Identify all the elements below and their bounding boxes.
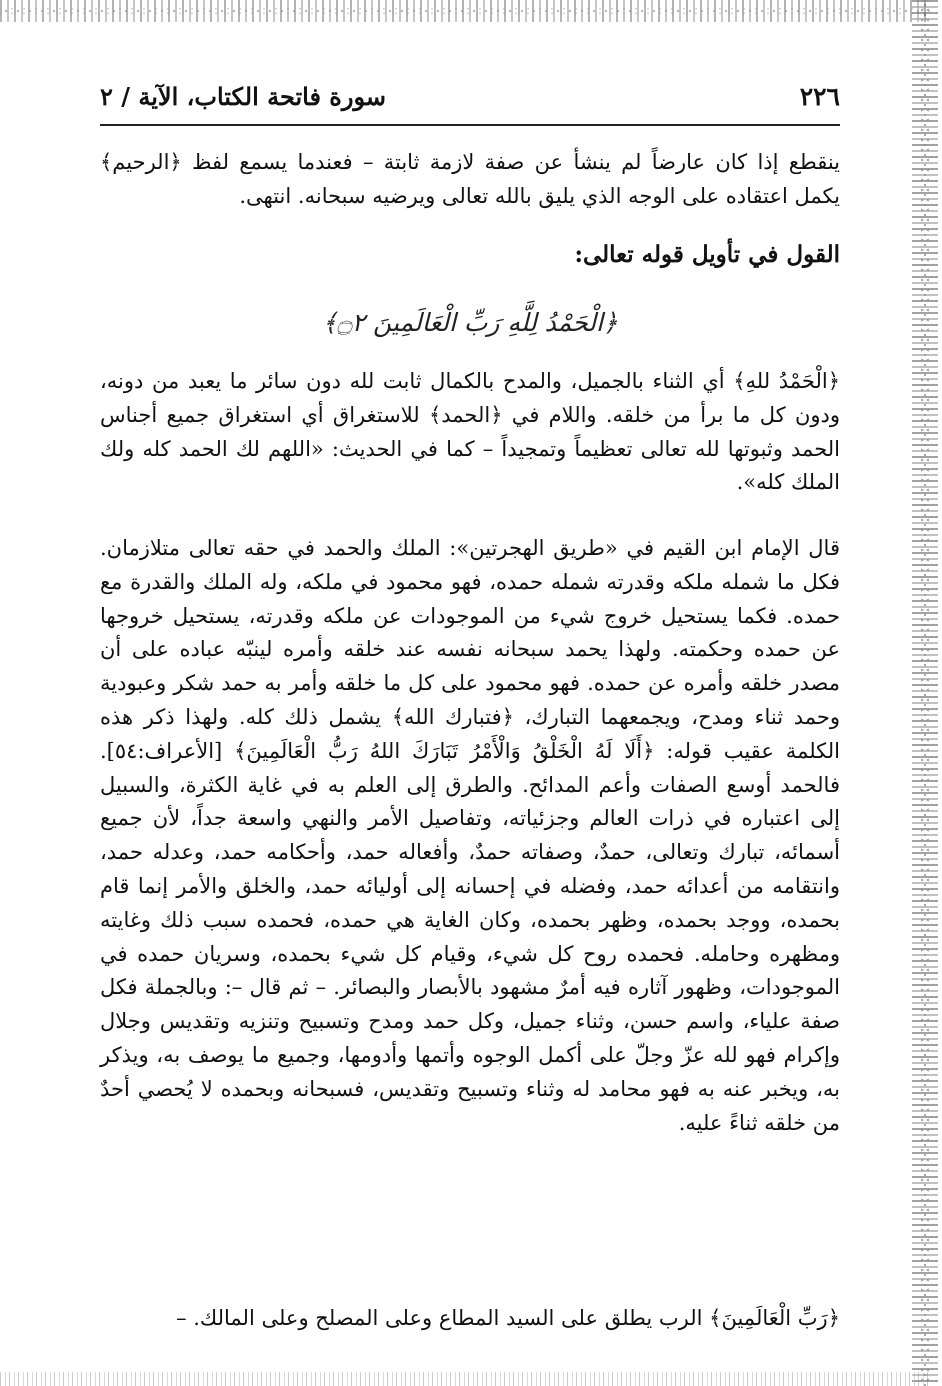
section-heading: القول في تأويل قوله تعالى: xyxy=(574,241,840,268)
paragraph-ibn-qayyim: قال الإمام ابن القيم في «طريق الهجرتين»: الملك والحمد في حقه تعالى متلازمان. فكل ما شمله ملكه وقدرته شمله حمده، فهو محمود في ملكه، وله الملك والقدرة مع حمده. فكما يستحيل خروج شيء من الموجودات عن ملكه وقدرته، يستحيل خروجها عن حمده وحكمته. ولهذا يحمد سبحانه نفسه عند خلقه وأمره لينبّه عباده على أن مصدر خلقه وأمره عن حمده. فهو محمود على كل ما خلقه وأمر به حمد شكر وعبودية وحمد ثناء ومدح، ويجمعهما التبارك، ﴿فتبارك الله﴾ يشمل ذلك كله. ولهذا ذكر هذه الكلمة عقيب قوله: ﴿أَلَا لَهُ الْخَلْقُ وَالْأَمْرُ تَبَارَكَ اللهُ رَبُّ الْعَالَمِينَ﴾ [الأعراف:٥٤]. فالحمد أوسع الصفات وأعم المدائح. والطرق إلى العلم به في غاية الكثرة، والسبيل إلى اعتباره في ذرات العالم وجزئياته، وتفاصيل الأمر والنهي واسعة جداً، لأن جميع أسمائه، تبارك وتعالى، حمدٌ، وصفاته حمدٌ، وأفعاله حمد، وأحكامه حمد، وعدله حمد، وانتقامه من أعدائه حمد، وفضله في إحسانه إلى أوليائه حمد، والخلق والأمر إنما قام بحمده، ووجد بحمده، وظهر بحمده، وكان الغاية هي حمده، فحمده سبب ذلك وغايته ومظهره وحامله. فحمده روح كل شيء، وقيام كل شيء بحمده، وسريان حمده في الموجودات، وظهور آثاره فيه أمرٌ مشهود بالأبصار والبصائر. – ثم قال –: وبالجملة فكل صفة علياء، واسم حسن، وثناء جميل، وكل حمد ومدح وتسبيح وتنزيه وتقديس وجلال وإكرام فهو لله عزّ وجلّ على أكمل الوجوه وأتمها وأدومها، وجميع ما يوصف به، ويذكر به، ويخبر عنه به فهو محامد له وثناء وتسبيح وتقديس، فسبحانه وبحمده لا يُحصي أحدٌ من خلقه ثناءً عليه. xyxy=(100,536,840,1135)
decorative-border-bottom xyxy=(0,1372,930,1386)
page-header xyxy=(100,78,840,122)
paragraph-alhamd: ﴿الْحَمْدُ للهِ﴾ أي الثناء بالجميل، والمدح بالكمال ثابت لله دون سائر ما يعبد من دونه، ودون كل ما برأ من خلقه. واللام في ﴿الحمد﴾ للاستغراق أي استغراق جميع أجناس الحمد وثبوتها لله تعالى تعظيماً وتمجيداً – كما في الحديث: «اللهم لك الحمد كله ولك الملك كله». xyxy=(100,369,840,495)
page-number: ٢٢٦ xyxy=(799,82,840,111)
header-rule xyxy=(100,124,840,126)
decorative-border-top xyxy=(0,0,930,22)
verse-heading: ﴿الْحَمْدُ لِلَّهِ رَبِّ الْعَالَمِينَ ۝٢﴾ xyxy=(322,308,618,337)
paragraph-rabb: ﴿رَبِّ الْعَالَمِينَ﴾ الرب يطلق على السيد المطاع وعلى المصلح وعلى المالك. – xyxy=(176,1306,840,1330)
decorative-border-right xyxy=(912,0,938,1386)
running-title: سورة فاتحة الكتاب، الآية / ٢ xyxy=(100,82,386,111)
paragraph-continuation: ينقطع إذا كان عارضاً لم ينشأ عن صفة لازمة ثابتة – فعندما يسمع لفظ ﴿الرحيم﴾ يكمل اعتقاده على الوجه الذي يليق بالله تعالى ويرضيه سبحانه. انتهى. xyxy=(100,150,840,208)
